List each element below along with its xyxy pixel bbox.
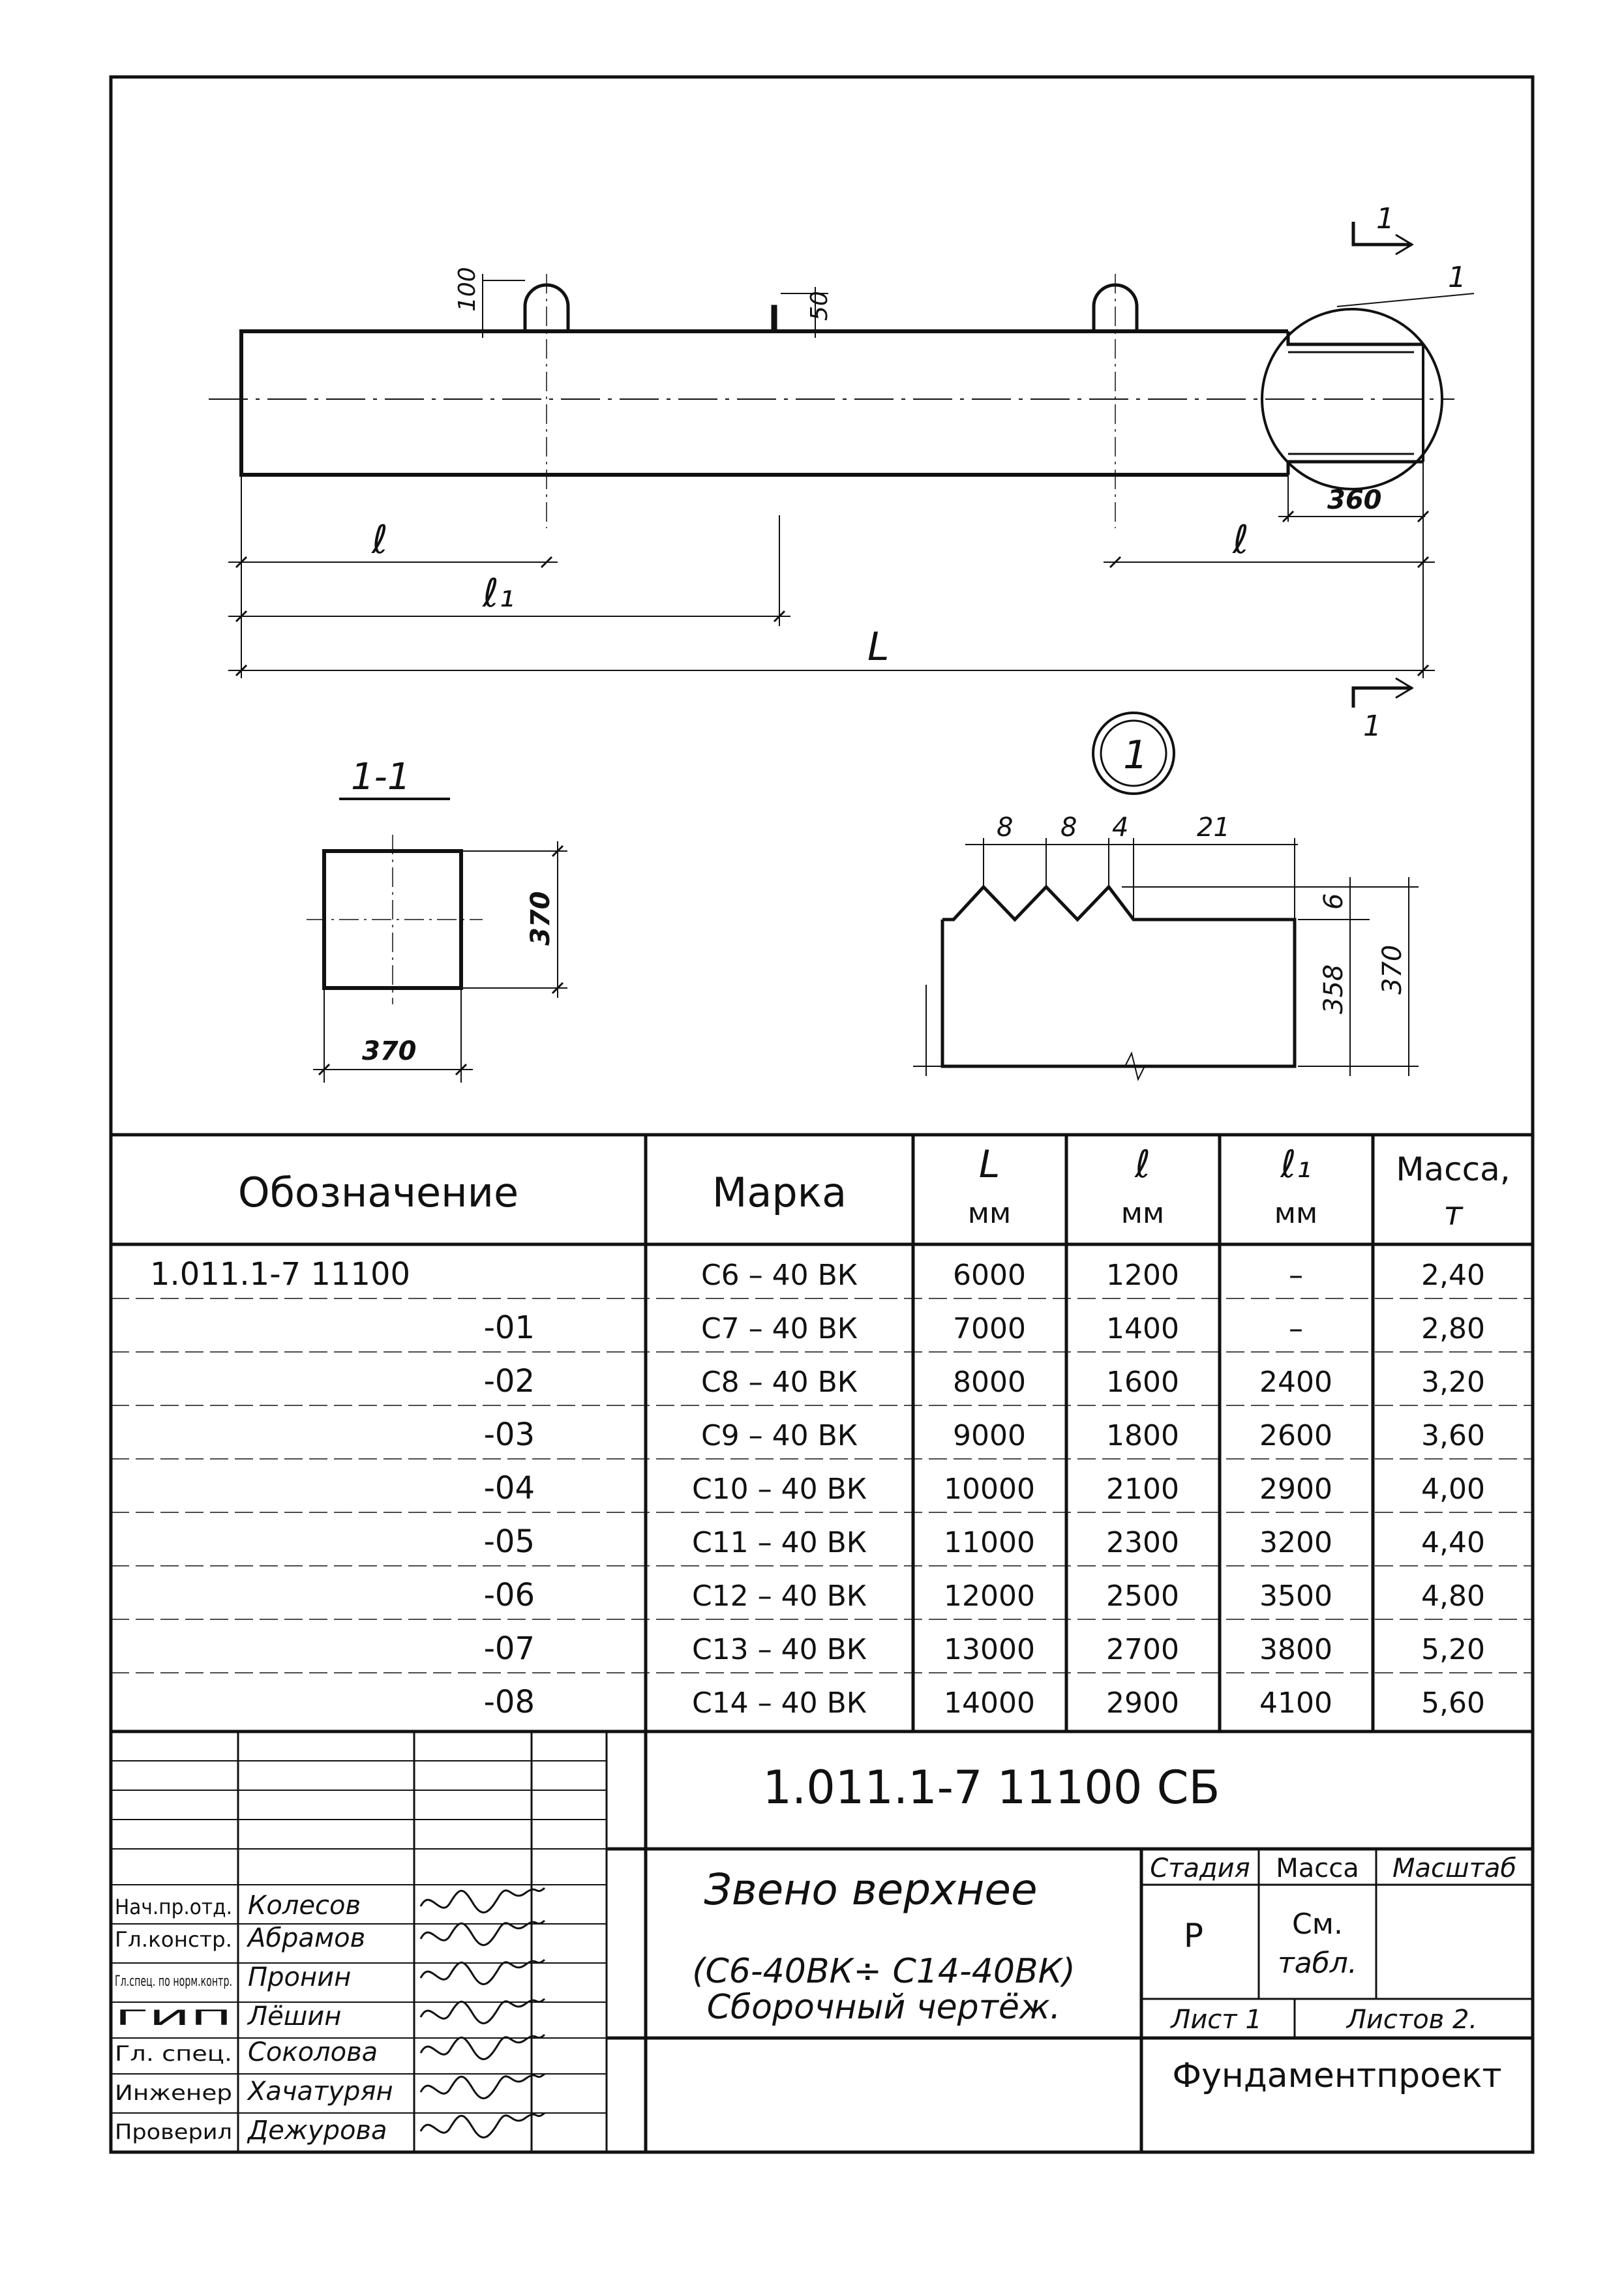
- signature: [421, 1888, 545, 1912]
- doc-name-range: (С6-40ВК÷ С14-40ВК): [692, 1952, 1075, 1991]
- sheet-frame: [111, 77, 1533, 2152]
- signer-name: Лёшин: [248, 2001, 342, 2031]
- cell-mass: 4,40: [1421, 1526, 1485, 1559]
- cell-l: 2100: [1106, 1473, 1179, 1506]
- cell-mark: С6 – 40 ВК: [700, 1259, 858, 1292]
- cell-mass: 3,60: [1421, 1419, 1485, 1452]
- cell-L: 9000: [953, 1419, 1026, 1452]
- signer-role: Инженер: [115, 2080, 232, 2105]
- spec-table-header: [238, 1142, 1511, 1233]
- cell-designation: -03: [483, 1416, 535, 1453]
- table-row: [484, 1523, 1485, 1560]
- cell-l1: 3200: [1259, 1526, 1332, 1559]
- cell-l: 1200: [1106, 1259, 1179, 1292]
- signer-role: ГИП: [115, 2005, 232, 2030]
- dim-50: 50: [806, 291, 833, 321]
- cell-mass: 3,20: [1421, 1366, 1485, 1399]
- cell-l1: 2400: [1259, 1366, 1332, 1399]
- table-row: [484, 1630, 1485, 1667]
- cell-l1: 4100: [1259, 1686, 1332, 1720]
- detail-dim-e: 6: [1319, 893, 1349, 910]
- mass-header: Масса: [1276, 1853, 1359, 1883]
- cell-mark: С8 – 40 ВК: [700, 1366, 858, 1399]
- cell-mass: 5,60: [1421, 1686, 1485, 1720]
- detail-dim-g: 370: [1377, 944, 1407, 995]
- cell-l1: 3500: [1259, 1580, 1332, 1613]
- cell-l: 2300: [1106, 1526, 1179, 1559]
- cell-l1: –: [1289, 1312, 1303, 1345]
- dim-360: 360: [1327, 485, 1382, 515]
- cell-designation: 1.011.1-7 11100: [150, 1256, 411, 1293]
- detail-dim-d: 21: [1197, 813, 1230, 843]
- table-row: [484, 1310, 1485, 1346]
- signer-name: Соколова: [248, 2037, 378, 2067]
- section-mark-top: 1: [1376, 202, 1394, 235]
- detail-callout: 1: [1448, 261, 1466, 294]
- header-L-unit: мм: [967, 1197, 1012, 1230]
- signer-role: Нач.пр.отд.: [115, 1895, 232, 1919]
- signer-name: Пронин: [248, 1962, 352, 1992]
- table-row: [484, 1363, 1485, 1400]
- cell-designation: -05: [483, 1523, 535, 1560]
- dim-100: 100: [454, 267, 481, 312]
- cell-L: 12000: [944, 1580, 1035, 1613]
- label-l1: ℓ₁: [483, 571, 515, 616]
- label-l-right: ℓ: [1233, 517, 1249, 563]
- cell-L: 14000: [944, 1686, 1035, 1720]
- cell-mark: С12 – 40 ВК: [691, 1580, 867, 1613]
- cell-l1: –: [1289, 1259, 1303, 1292]
- header-l1-unit: мм: [1274, 1197, 1318, 1230]
- detail-dim-c: 4: [1112, 813, 1129, 843]
- cell-mass: 4,80: [1421, 1580, 1485, 1613]
- cell-mark: С9 – 40 ВК: [700, 1419, 858, 1452]
- cell-mass: 2,40: [1421, 1259, 1485, 1292]
- spec-table-rows: [150, 1256, 1485, 1720]
- cell-designation: -01: [483, 1310, 535, 1346]
- cell-l1: 2900: [1259, 1473, 1332, 1506]
- cell-l: 2700: [1106, 1633, 1179, 1666]
- label-l-left: ℓ: [372, 517, 388, 563]
- cell-l: 1600: [1106, 1366, 1179, 1399]
- signer-role: Гл.констр.: [115, 1927, 232, 1952]
- cell-L: 8000: [953, 1366, 1026, 1399]
- header-designation: Обозначение: [237, 1169, 519, 1216]
- signature: [421, 2113, 545, 2137]
- table-row: [484, 1684, 1485, 1720]
- detail-dim-f: 358: [1319, 964, 1349, 1014]
- signer-name: Хачатурян: [248, 2076, 393, 2106]
- cell-L: 11000: [944, 1526, 1035, 1559]
- detail-dim-a: 8: [997, 813, 1014, 843]
- header-l-unit: мм: [1120, 1197, 1165, 1230]
- cell-designation: -07: [483, 1630, 535, 1667]
- stage-header: Стадия: [1150, 1853, 1250, 1883]
- cell-L: 6000: [953, 1259, 1026, 1292]
- cell-mass: 4,00: [1421, 1473, 1485, 1506]
- sheet-count: Листов 2.: [1346, 2005, 1478, 2035]
- header-mass: Масса,: [1396, 1150, 1511, 1188]
- table-row: [150, 1256, 1485, 1293]
- cell-l1: 2600: [1259, 1419, 1332, 1452]
- mass-value-2: табл.: [1278, 1947, 1357, 1980]
- cell-L: 13000: [944, 1633, 1035, 1666]
- doc-name-type: Сборочный чертёж.: [706, 1988, 1061, 2027]
- signer-name: Колесов: [248, 1891, 361, 1921]
- signer-role: Гл.спец. по норм.контр.: [115, 1973, 232, 1990]
- cell-mark: С7 – 40 ВК: [700, 1312, 858, 1345]
- section-height-dim: 370: [526, 891, 556, 946]
- section-mark-bottom: 1: [1363, 710, 1381, 743]
- header-l: ℓ: [1135, 1142, 1150, 1186]
- header-L: L: [978, 1142, 1000, 1186]
- detail-number: 1: [1123, 732, 1149, 778]
- cell-mass: 2,80: [1421, 1312, 1485, 1345]
- cell-l: 2900: [1106, 1686, 1179, 1720]
- cell-designation: -02: [483, 1363, 535, 1400]
- cell-l: 2500: [1106, 1580, 1179, 1613]
- scale-header: Масштаб: [1392, 1853, 1517, 1883]
- cell-L: 7000: [953, 1312, 1026, 1345]
- cell-designation: -06: [483, 1577, 535, 1613]
- doc-name: Звено верхнее: [704, 1865, 1038, 1915]
- label-L: L: [867, 624, 890, 670]
- cell-L: 10000: [944, 1473, 1035, 1506]
- cell-mark: С13 – 40 ВК: [691, 1633, 867, 1666]
- section-width-dim: 370: [362, 1036, 417, 1066]
- organization: Фундаментпроект: [1172, 2056, 1502, 2095]
- signer-name: Дежурова: [248, 2116, 387, 2146]
- main-view: [209, 222, 1474, 708]
- doc-code: 1.011.1-7 11100 СБ: [762, 1761, 1220, 1814]
- cell-designation: -08: [483, 1684, 535, 1720]
- header-mark: Марка: [712, 1169, 847, 1216]
- cell-designation: -04: [483, 1470, 535, 1506]
- detail-dim-b: 8: [1060, 813, 1077, 843]
- table-row: [484, 1577, 1485, 1613]
- signature: [421, 2074, 545, 2098]
- stage-value: Р: [1183, 1917, 1204, 1955]
- cell-l: 1800: [1106, 1419, 1179, 1452]
- signers: [115, 1888, 545, 2146]
- cell-mass: 5,20: [1421, 1633, 1485, 1666]
- table-row: [484, 1470, 1485, 1506]
- sheet-number: Лист 1: [1171, 2005, 1262, 2035]
- cell-mark: С10 – 40 ВК: [691, 1473, 867, 1506]
- signer-role: Гл. спец.: [115, 2041, 232, 2066]
- cell-l: 1400: [1106, 1312, 1179, 1345]
- cell-mark: С11 – 40 ВК: [691, 1526, 867, 1559]
- section-title: 1-1: [351, 756, 411, 798]
- cell-l1: 3800: [1259, 1633, 1332, 1666]
- table-row: [484, 1416, 1485, 1453]
- mass-value-1: См.: [1292, 1908, 1343, 1941]
- header-l1: ℓ₁: [1280, 1142, 1312, 1186]
- signer-role: Проверил: [115, 2120, 232, 2144]
- header-mass-unit: т: [1443, 1195, 1463, 1233]
- signer-name: Абрамов: [248, 1923, 366, 1953]
- cell-mark: С14 – 40 ВК: [691, 1686, 867, 1720]
